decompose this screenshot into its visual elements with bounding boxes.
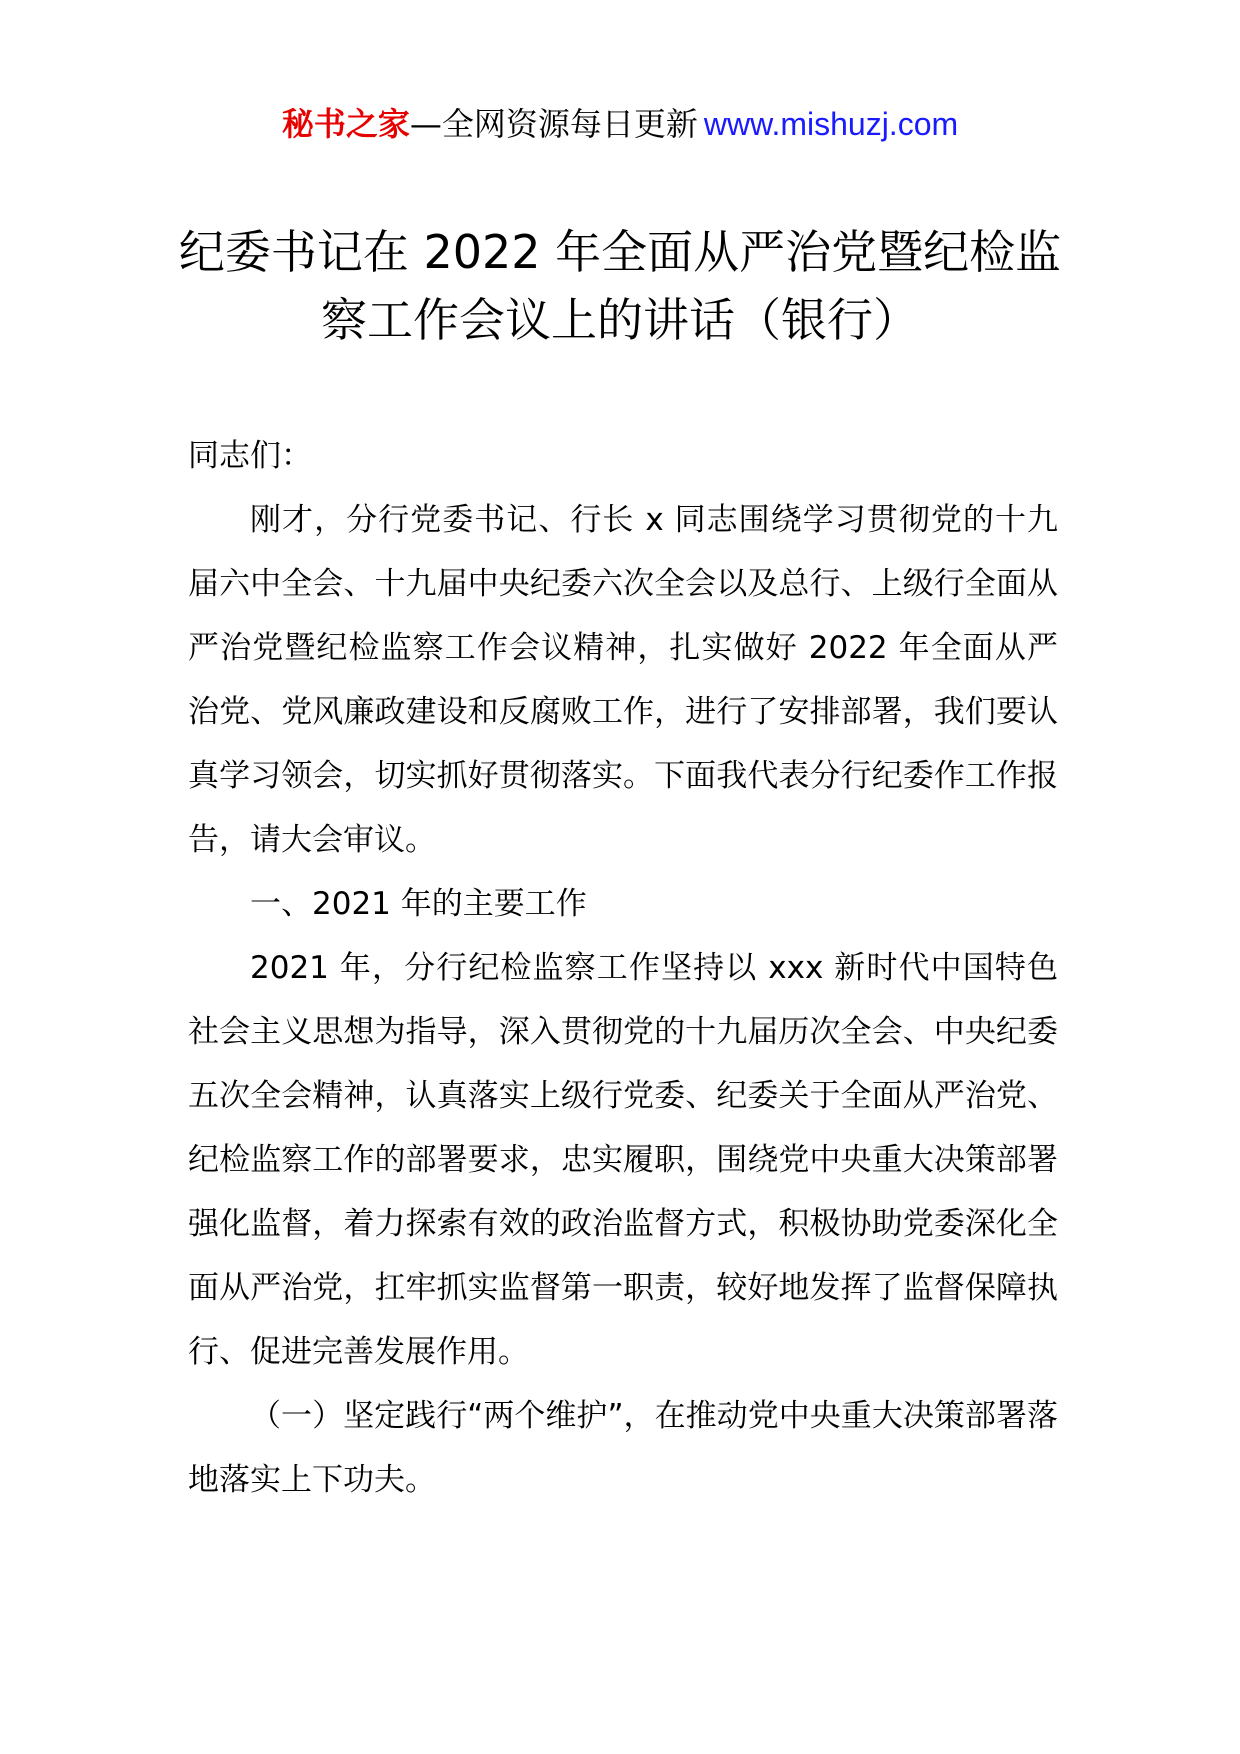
document-body xyxy=(188,424,1058,1512)
title-line-2: 察工作会议上的讲话（银行） xyxy=(321,293,919,347)
header-slogan: —全网资源每日更新 xyxy=(409,105,698,143)
title-line-1: 纪委书记在 2022 年全面从严治党暨纪检监 xyxy=(178,225,1062,279)
site-header xyxy=(0,100,1240,148)
subsection-heading-1: （一）坚定践行“两个维护”，在推动党中央重大决策部署落地落实上下功夫。 xyxy=(188,1398,1058,1498)
brand-name: 秘书之家 xyxy=(281,105,410,143)
salutation: 同志们： xyxy=(188,438,312,474)
section-heading-1: 一、2021 年的主要工作 xyxy=(250,886,587,922)
paragraph-2021-summary: 2021 年，分行纪检监察工作坚持以 xxx 新时代中国特色社会主义思想为指导，深入贯彻党的十九届历次全会、中央纪委五次全会精神，认真落实上级行党委、纪委关于全面从严治党、纪检监察工作的部署要求，忠实履职，围绕党中央重大决策部署强化监督，着力探索有效的政治监督方式，积极协助党委深化全面从严治党，扛牢抓实监督第一职责，较好地发挥了监督保障执行、促进完善发展作用。 xyxy=(188,950,1058,1370)
document-title xyxy=(160,218,1080,354)
site-url-link[interactable]: www.mishuzj.com xyxy=(703,106,959,142)
paragraph-intro: 刚才，分行党委书记、行长 x 同志围绕学习贯彻党的十九届六中全会、十九届中央纪委六次全会以及总行、上级行全面从严治党暨纪检监察工作会议精神，扎实做好 2022 年全面从严治党、党风廉政建设和反腐败工作，进行了安排部署，我们要认真学习领会，切实抓好贯彻落实。下面我代表分行纪委作工作报告，请大会审议。 xyxy=(188,502,1058,858)
